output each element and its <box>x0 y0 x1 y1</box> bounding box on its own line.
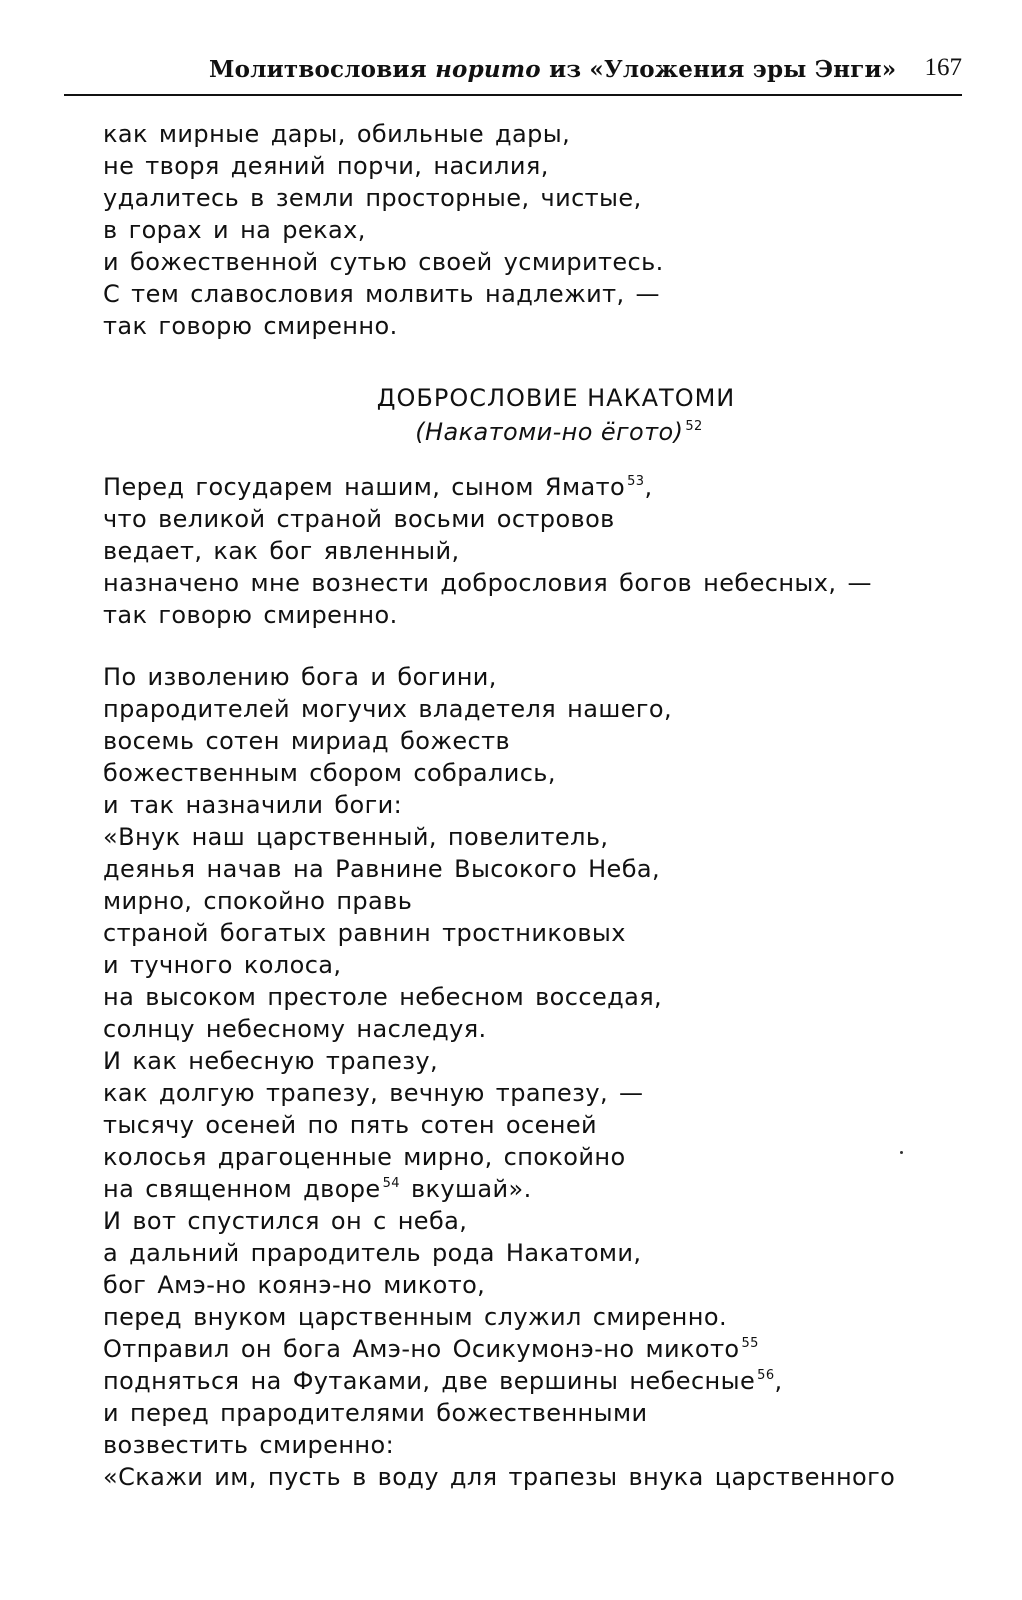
verse-line <box>103 471 983 503</box>
verse-text: колосья драгоценные мирно, спокойно <box>103 1143 626 1171</box>
verse-text: божественным сбором собрались, <box>103 759 556 787</box>
verse-text: перед внуком царственным служил смиренно. <box>103 1303 727 1331</box>
verse-text: страной богатых равнин тростниковых <box>103 919 626 947</box>
running-header <box>64 54 962 96</box>
verse-line <box>103 757 983 789</box>
verse-line <box>103 981 983 1013</box>
verse-line: в горах и на реках, <box>103 216 366 244</box>
verse-line <box>103 1045 983 1077</box>
verse-line <box>103 725 983 757</box>
verse-line <box>103 1109 983 1141</box>
verse-text: что великой страной восьми островов <box>103 505 615 533</box>
verse-text: прародителей могучих владетеля нашего, <box>103 695 672 723</box>
footnote-ref: 55 <box>741 1336 759 1351</box>
verse-line <box>103 535 983 567</box>
footnote-ref: 56 <box>757 1368 775 1383</box>
verse-text: а дальний прародитель рода Накатоми, <box>103 1239 642 1267</box>
verse-line <box>103 599 983 631</box>
verse-line <box>103 693 983 725</box>
verse-line <box>103 949 983 981</box>
verse-line: С тем славословия молвить надлежит, — <box>103 280 660 308</box>
verse-text: «Скажи им, пусть в воду для трапезы внука царственного <box>103 1463 896 1491</box>
verse-line <box>103 1269 983 1301</box>
verse-line <box>103 821 983 853</box>
verse-line: не творя деяний порчи, насилия, <box>103 152 549 180</box>
stanza-2 <box>103 471 983 631</box>
verse-line <box>103 661 983 693</box>
verse-text: тысячу осеней по пять сотен осеней <box>103 1111 598 1139</box>
verse-line <box>103 1173 983 1205</box>
verse-text: деянья начав на Равнине Высокого Неба, <box>103 855 661 883</box>
verse-text: назначено мне вознести доброcловия богов небесных, — <box>103 569 872 597</box>
verse-text: и перед прародителями божественными <box>103 1399 648 1427</box>
verse-text: подняться на Футаками, две вершины небесные <box>103 1367 756 1395</box>
section-subtitle <box>0 418 1022 446</box>
header-title-text-end: из «Уложения эры Энги» <box>540 56 897 83</box>
verse-line <box>103 885 983 917</box>
running-header-title <box>209 56 896 83</box>
verse-line <box>103 1397 983 1429</box>
section-subtitle-text: (Накатоми-но ёгото) <box>415 418 684 446</box>
verse-text: «Внук наш царственный, повелитель, <box>103 823 609 851</box>
verse-line <box>103 789 983 821</box>
verse-text: И как небесную трапезу, <box>103 1047 439 1075</box>
footnote-ref: 54 <box>382 1176 400 1191</box>
verse-line <box>103 1013 983 1045</box>
verse-line <box>103 1333 983 1365</box>
verse-line <box>103 1141 983 1173</box>
verse-text: По изволению бога и богини, <box>103 663 497 691</box>
verse-text: на высоком престоле небесном восседая, <box>103 983 663 1011</box>
verse-line <box>103 853 983 885</box>
verse-line <box>103 1461 983 1493</box>
verse-line <box>103 1205 983 1237</box>
footnote-ref: 52 <box>685 419 703 434</box>
verse-text-after-footnote: , <box>774 1367 783 1395</box>
verse-line <box>103 917 983 949</box>
verse-text: на священном дворе <box>103 1175 381 1203</box>
verse-line: и божественной сутью своей усмиритесь. <box>103 248 664 276</box>
verse-text: ведает, как бог явленный, <box>103 537 460 565</box>
page-number: 167 <box>924 54 962 81</box>
verse-text: И вот спустился он с неба, <box>103 1207 468 1235</box>
verse-line <box>103 1365 983 1397</box>
verse-text: и так назначили боги: <box>103 791 403 819</box>
verse-text: как долгую трапезу, вечную трапезу, — <box>103 1079 644 1107</box>
section-title: ДОБРОСЛОВИЕ НАКАТОМИ <box>376 384 736 412</box>
header-title-text: Молитвословия <box>209 56 436 83</box>
verse-text: мирно, спокойно правь <box>103 887 413 915</box>
stanza-1 <box>103 118 983 342</box>
verse-line <box>103 567 983 599</box>
scan-speck <box>900 1151 903 1154</box>
verse-text: и тучного колоса, <box>103 951 342 979</box>
verse-line: так говорю смиренно. <box>103 312 398 340</box>
stanza-3 <box>103 661 983 1493</box>
footnote-ref: 53 <box>627 474 645 489</box>
verse-line <box>103 1429 983 1461</box>
verse-text: Отправил он бога Амэ-но Осикумонэ-но микото <box>103 1335 740 1363</box>
verse-line <box>103 1301 983 1333</box>
verse-text: восемь сотен мириад божеств <box>103 727 511 755</box>
verse-line: удалитесь в земли просторные, чистые, <box>103 184 642 212</box>
verse-text: солнцу небесному наследуя. <box>103 1015 487 1043</box>
verse-text: бог Амэ-но коянэ-но микото, <box>103 1271 486 1299</box>
verse-line <box>103 1237 983 1269</box>
verse-line <box>103 1077 983 1109</box>
verse-line <box>103 503 983 535</box>
verse-text-after-footnote: , <box>644 473 653 501</box>
header-title-italic: норито <box>435 56 541 83</box>
verse-line: как мирные дары, обильные дары, <box>103 120 571 148</box>
verse-text: возвестить смиренно: <box>103 1431 395 1459</box>
verse-text: так говорю смиренно. <box>103 601 398 629</box>
verse-text: Перед государем нашим, сыном Ямато <box>103 473 626 501</box>
verse-text-after-footnote: вкушай». <box>399 1175 532 1203</box>
